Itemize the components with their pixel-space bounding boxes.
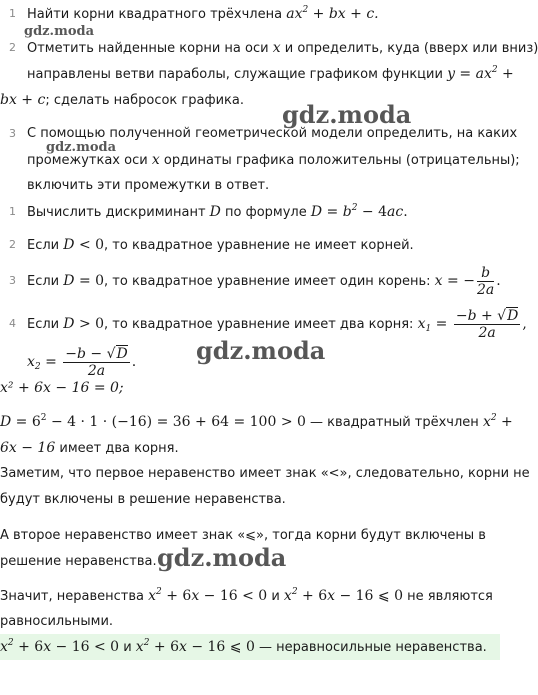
item-number: 4 <box>9 317 16 330</box>
disc-text: Если <box>27 274 64 289</box>
watermark: gdz.moda <box>24 24 95 39</box>
plan-text: промежутках оси <box>27 153 152 168</box>
plan-item-3-cont: промежутках оси x ординаты графика положительны (отрицательны); <box>27 152 520 168</box>
item-number: 3 <box>9 274 16 287</box>
plan-text: С помощью полученной геометрической модели определить, на каких <box>27 126 518 141</box>
item-number: 2 <box>9 238 16 251</box>
disc-text: , то квадратное уравнение не имеет корней. <box>104 238 414 253</box>
solution-text: Заметим, что первое неравенство имеет знак «<», следовательно, корни не <box>0 466 530 481</box>
item-number: 2 <box>9 41 16 54</box>
plan-text: Отметить найденные корни на оси <box>27 41 273 56</box>
solution-text: решение неравенства. <box>0 554 157 569</box>
plan-text: Найти корни квадратного трёхчлена <box>27 7 287 22</box>
solution-text: А второе неравенство имеет знак «⩽», тогда корни будут включены в <box>0 528 486 543</box>
conclusion-cont <box>0 614 113 630</box>
disc-item-4-cont: $x_2$ = $\frac{-b - √D}{2a}$ . <box>27 346 137 379</box>
solution-text: Значит, неравенства <box>0 589 149 604</box>
watermark: gdz.moda <box>282 100 412 129</box>
plan-text: направлены ветви параболы, служащие графиком функции <box>27 67 448 82</box>
formula: 6x − 16 <box>0 440 56 456</box>
plan-item-3 <box>0 126 517 142</box>
disc-item-4: 4 Если D > 0, то квадратное уравнение имеет два корня: $x_1$ = $\frac{-b + √D}{2a}$ , <box>0 305 527 344</box>
plan-item-1 <box>0 6 379 23</box>
watermark: gdz.moda <box>46 140 117 155</box>
disc-text: Если <box>27 238 64 253</box>
plan-text: ; сделать набросок графика. <box>45 93 244 108</box>
note-nonstrict-cont <box>0 554 157 570</box>
disc-item-2: 2 Если D < 0, то квадратное уравнение не имеет корней. <box>9 237 414 253</box>
plan-item-2-cont: направлены ветви параболы, служащие графиком функции $y = ax^2$ + <box>27 65 514 82</box>
disc-text: Если <box>27 317 64 332</box>
disc-item-3: 3 Если D = 0, то квадратное уравнение имеет один корень: x = − $\frac{b}{2a}$ . <box>0 262 501 301</box>
conclusion: Значит, неравенства $x^2 + 6x - 16 < 0$ и $x^2 + 6x - 16$ ⩽ 0 не являются <box>0 587 493 604</box>
plan-item-3-cont2 <box>27 178 269 194</box>
note-strict-cont <box>0 492 286 508</box>
discriminant-calc: $D = 6^2 - 4 \cdot 1 \cdot (-16) = 36 + 64 = 100 > 0$ — квадратный трёхчлен $x^2$ + <box>0 413 513 430</box>
solution-text: — квадратный трёхчлен <box>305 415 483 430</box>
fraction: $\frac{-b - √D}{2a}$ <box>65 346 128 379</box>
plan-item-2-cont2: bx + c; сделать набросок графика. <box>0 92 244 108</box>
solution-text: — неравносильные неравенства. <box>254 640 487 655</box>
solution-text: равносильными. <box>0 614 114 629</box>
plan-item-2: 2 Отметить найденные корни на оси x и определить, куда (вверх или вниз) <box>9 40 538 56</box>
item-number: 1 <box>9 205 16 218</box>
disc-text: , то квадратное уравнение имеет один корень: <box>104 274 435 289</box>
fraction: $\frac{b}{2a}$ <box>476 265 495 298</box>
note-strict <box>0 466 530 482</box>
disc-text: по формуле <box>220 205 311 220</box>
solution-text: не являются <box>403 589 493 604</box>
item-number: 1 <box>9 7 16 20</box>
equation-text: x² + 6x − 16 = 0; <box>0 380 124 396</box>
formula: $ax^2$ + bx + c. <box>286 5 379 22</box>
equation <box>0 380 124 397</box>
watermark: gdz.moda <box>157 543 287 572</box>
final-answer: $x^2 + 6x - 16 < 0$ и $x^2 + 6x - 16$ ⩽ 0 — неравносильные неравенства. <box>0 638 487 655</box>
solution-text: и <box>267 589 284 604</box>
discriminant-calc-cont <box>0 440 179 457</box>
note-nonstrict <box>0 528 486 544</box>
solution-text: и <box>119 640 136 655</box>
solution-text: имеет два корня. <box>55 441 179 456</box>
plan-text: включить эти промежутки в ответ. <box>27 178 270 193</box>
plan-text: и определить, куда (вверх или вниз) <box>280 41 538 56</box>
disc-item-1: 1 Вычислить дискриминант D по формуле $D = b^2 - 4ac$. <box>9 203 408 220</box>
watermark: gdz.moda <box>196 336 326 365</box>
disc-text: Вычислить дискриминант <box>27 205 210 220</box>
solution-text: будут включены в решение неравенства. <box>0 492 286 507</box>
disc-text: , то квадратное уравнение имеет два корня: <box>104 317 418 332</box>
plan-text: ординаты графика положительны (отрицательны); <box>159 153 520 168</box>
item-number: 3 <box>9 127 16 140</box>
fraction: $\frac{-b + √D}{2a}$ <box>455 308 519 341</box>
